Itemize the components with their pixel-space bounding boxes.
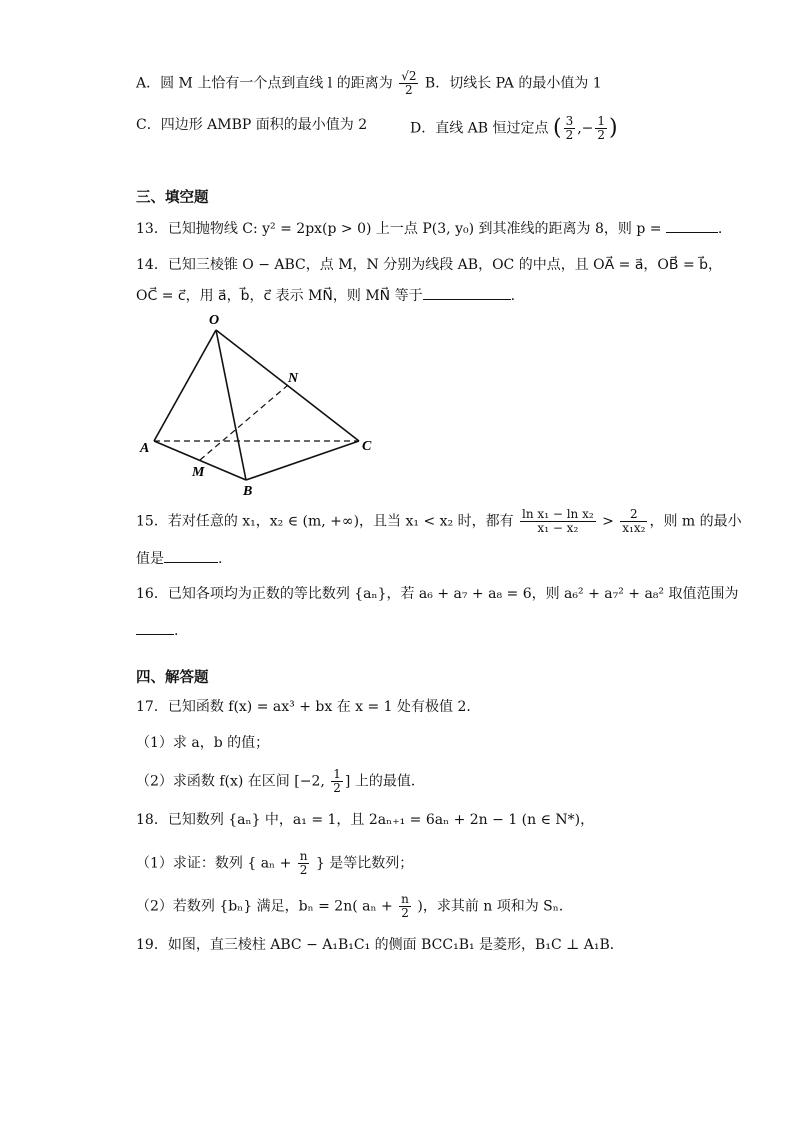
q18-part1: （1）求证：数列 { aₙ + $\frac{n}{2}$ } 是等比数列； [136,849,414,877]
section-heading-solutions: 四、解答题 [136,670,209,686]
q12-option-b: B．切线长 PA 的最小值为 1 [424,75,602,92]
q15-line1: 15．若对任意的 x₁，x₂ ∈ (m, +∞)，且当 x₁ < x₂ 时，都有 $\frac{\text{ln x₁ − ln x₂}}{\text{x₁ − x₂}}$ > $\frac{2}{\text{x₁x₂}}$ ，则 m 的最小 [136,507,742,535]
q16-answer-blank [136,620,174,635]
q13: 13．已知抛物线 C: y² = 2px(p > 0) 上一点 P(3, y₀) 到其准线的距离为 8，则 p = . [136,218,722,239]
q13-answer-blank [666,218,718,233]
tetrahedron-figure [130,310,390,500]
q17-part1: （1）求 a，b 的值； [136,735,270,751]
q14-answer-blank [423,285,511,300]
q12-option-a: A．圆 M 上恰有一个点到直线 l 的距离为 [136,75,398,92]
q12-option-a-fraction: $\frac{√2}{2}$ [401,69,417,97]
q12-option-c: C．四边形 AMBP 面积的最小值为 2 [136,117,368,133]
q15-answer-blank [164,548,218,563]
q17-part2: （2）求函数 f(x) 在区间 [−2, $\frac{1}{2}$ ] 上的最值． [136,767,425,795]
segment-MN [200,385,288,460]
q12-option-d: D．直线 AB 恒过定点 ( $\frac{3}{2}$ ,− $\frac{1}{2}$ ) [410,114,618,142]
q18-part2: （2）若数列 {bₙ} 满足，bₙ = 2n( aₙ + $\frac{n}{2}$ )，求其前 n 项和为 Sₙ． [136,892,573,920]
label-O: O [209,313,220,328]
edge-BC [246,441,359,480]
label-A: A [140,441,150,456]
section-heading-fill-blank: 三、填空题 [136,190,209,206]
q17: 17．已知函数 f(x) = ax³ + bx 在 x = 1 处有极值 2． [136,699,481,715]
q14-line2: OC⃗ = c⃗，用 a⃗，b⃗，c⃗ 表示 MN⃗，则 MN⃗ 等于 . [136,285,515,306]
q18: 18．已知数列 {aₙ} 中，a₁ = 1，且 2aₙ₊₁ = 6aₙ + 2n − 1 (n ∈ N*)， [136,812,595,828]
q14-line1: 14．已知三棱锥 O − ABC，点 M，N 分别为线段 AB，OC 的中点，且 OA⃗ = a⃗，OB⃗ = b⃗， [136,257,723,273]
label-N: N [288,371,299,386]
label-C: C [362,439,372,454]
label-M: M [192,465,205,480]
q16-line2: . [136,620,178,641]
label-B: B [243,484,253,499]
q15-line2: 值是 . [136,548,222,569]
edge-OB [216,330,246,480]
edge-OA [154,330,216,441]
q12-option-a-b [136,70,602,97]
q19: 19．如图，直三棱柱 ABC − A₁B₁C₁ 的侧面 BCC₁B₁ 是菱形，B₁C ⊥ A₁B． [136,937,624,953]
q16-line1: 16．已知各项均为正数的等比数列 {aₙ}，若 a₆ + a₇ + a₈ = 6，则 a₆² + a₇² + a₈² 取值范围为 [136,586,739,602]
